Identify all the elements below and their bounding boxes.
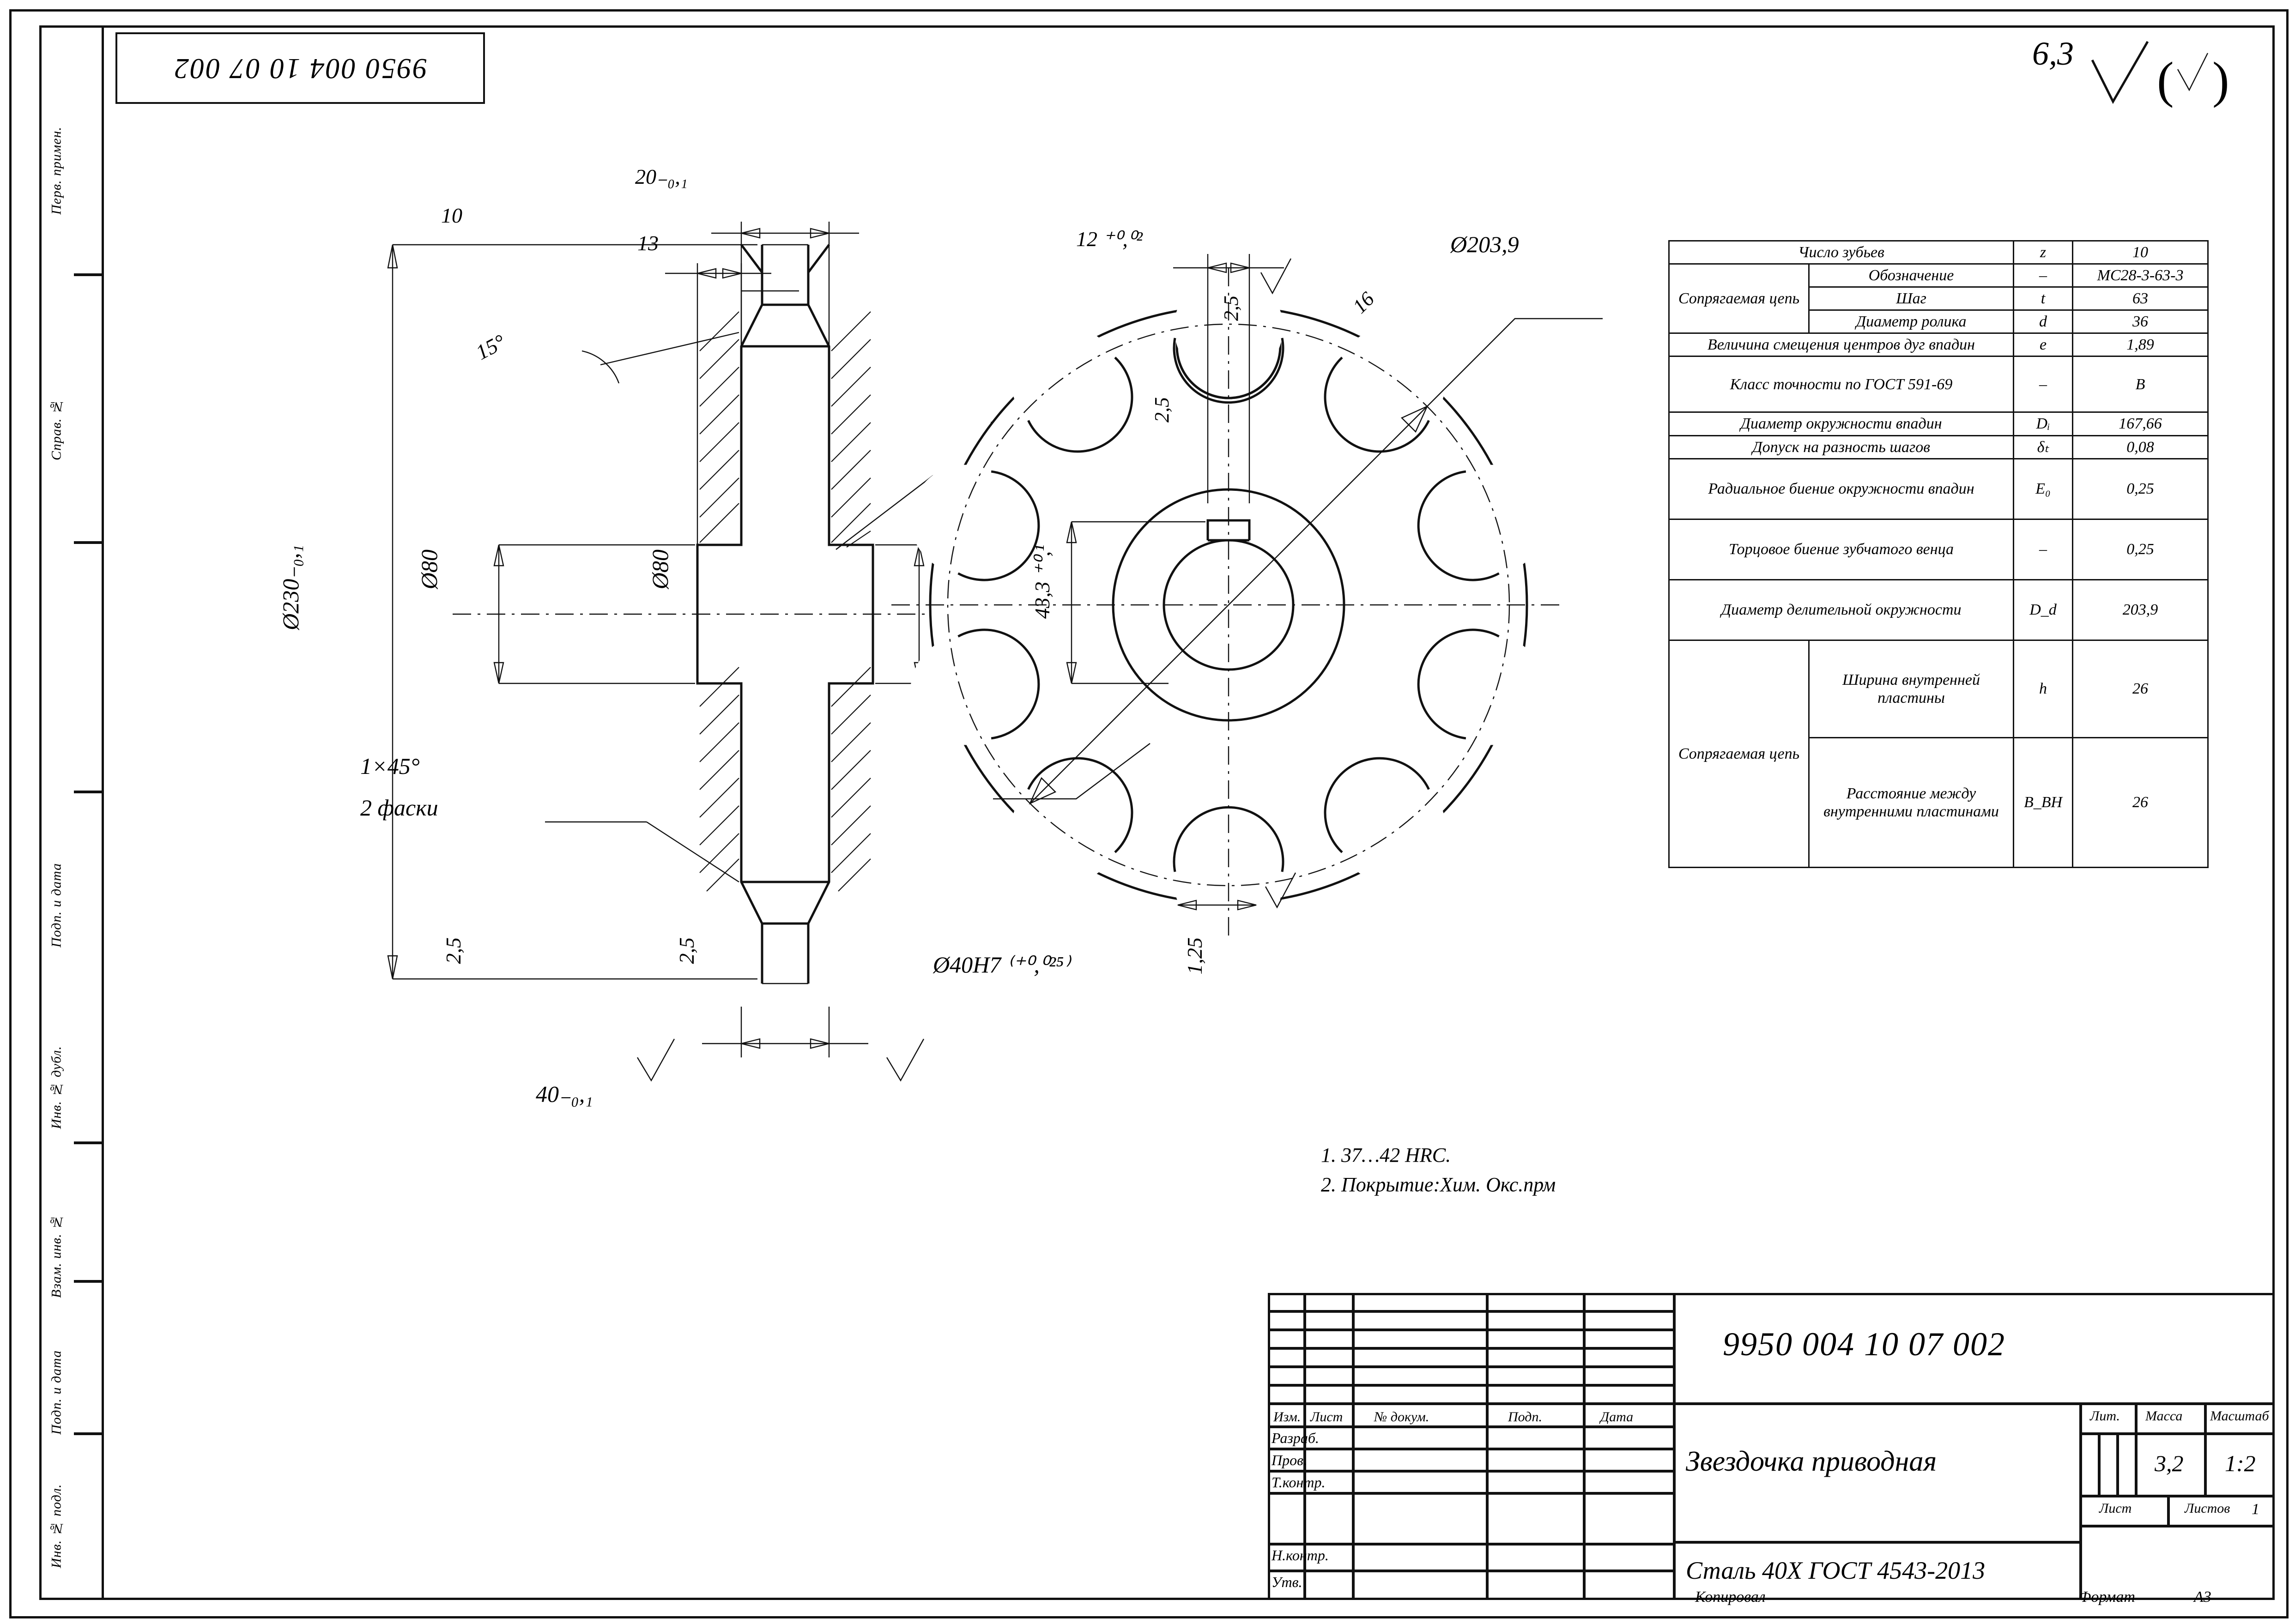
svg-text:(: (	[2157, 52, 2174, 108]
col-label-doc: № докум.	[1374, 1409, 1429, 1425]
margin-label-sprav-no: Справ. №	[48, 398, 64, 461]
margin-box-5	[74, 1143, 104, 1281]
footer-format-value: А3	[2194, 1588, 2211, 1606]
param-group-chain-top: Сопрягаемая цепь	[1669, 264, 1809, 333]
title-block	[1268, 1293, 2275, 1600]
sprocket-front-view-drawing	[854, 199, 1603, 1044]
param-symbol: z	[2014, 241, 2073, 264]
margin-box-4	[74, 792, 104, 1143]
param-value: 36	[2073, 310, 2208, 333]
designation-box	[115, 32, 485, 104]
param-symbol: δₜ	[2014, 435, 2073, 459]
col-label-list: Лист	[1310, 1409, 1343, 1425]
dim-bore-40h7: Ø40H7 ⁽⁺⁰,⁰²⁵⁾	[933, 952, 1070, 978]
param-name: Класс точности по ГОСТ 591-69	[1669, 356, 2014, 412]
title-block-designation: 9950 004 10 07 002	[1723, 1326, 2005, 1363]
param-symbol: D_d	[2014, 580, 2073, 640]
dim-chamfer-note: 2 фаски	[360, 795, 438, 821]
param-value: 0,25	[2073, 459, 2208, 519]
param-value: MC28-3-63-3	[2073, 264, 2208, 287]
dim-thickness-40: 40₋₀,₁	[536, 1081, 593, 1107]
role-label-tkontr: Т.контр.	[1272, 1474, 1326, 1491]
technical-requirements	[1321, 1141, 1556, 1200]
table-row	[1669, 640, 2208, 737]
param-symbol: e	[2014, 333, 2073, 356]
param-value: 167,66	[2073, 412, 2208, 435]
lit-cell-b	[2099, 1434, 2118, 1496]
param-symbol: –	[2014, 519, 2073, 580]
dim-d230: Ø230₋₀,₁	[278, 545, 303, 630]
param-name: Диаметр окружности впадин	[1669, 412, 2014, 435]
dim-d80-right: Ø80	[647, 549, 673, 590]
parameter-table	[1668, 240, 2209, 868]
table-row	[1669, 435, 2208, 459]
param-value: 26	[2073, 640, 2208, 737]
margin-box-6	[74, 1281, 104, 1434]
param-symbol: t	[2014, 287, 2073, 310]
dim-chamfer-1x45: 1×45°	[360, 753, 420, 779]
table-row	[1669, 333, 2208, 356]
param-group-chain-bottom: Сопрягаемая цепь	[1669, 640, 1809, 867]
note-line-1: 1. 37…42 HRC.	[1321, 1144, 1451, 1166]
param-name: Торцовое биение зубчатого венца	[1669, 519, 2014, 580]
roughness-25-key: 2,5	[1220, 296, 1242, 321]
param-value: 0,25	[2073, 519, 2208, 580]
scale-label: Масштаб	[2210, 1408, 2269, 1424]
footer-format-label: Формат	[2078, 1588, 2135, 1606]
role-label-nkontr: Н.контр.	[1272, 1547, 1329, 1564]
svg-text:): )	[2212, 52, 2229, 108]
table-row	[1669, 412, 2208, 435]
param-value: В	[2073, 356, 2208, 412]
margin-label-perv-primen: Перв. примен.	[48, 127, 64, 215]
param-name: Допуск на разность шагов	[1669, 435, 2014, 459]
surface-finish-symbol	[2023, 32, 2245, 139]
param-value: 1,89	[2073, 333, 2208, 356]
rev-col-podp	[1487, 1293, 1584, 1600]
roughness-25-right: 2,5	[675, 937, 698, 964]
rev-col-doc	[1353, 1293, 1487, 1600]
table-row	[1669, 459, 2208, 519]
param-name: Диаметр делительной окружности	[1669, 580, 2014, 640]
param-symbol: Dᵢ	[2014, 412, 2073, 435]
footer-copied-label: Копировал	[1695, 1588, 1766, 1606]
dim-keyway-12: 12 ⁺⁰,⁰²	[1076, 227, 1143, 251]
param-value: 63	[2073, 287, 2208, 310]
margin-label-inv-podl: Инв. № подл.	[48, 1484, 64, 1569]
roughness-125: 1,25	[1183, 937, 1206, 975]
param-name: Обозначение	[1809, 264, 2014, 287]
param-name: Диаметр ролика	[1809, 310, 2014, 333]
roughness-25-tooth: 2,5	[1151, 397, 1173, 423]
margin-box-1	[74, 25, 104, 275]
param-name: Число зубьев	[1669, 241, 2014, 264]
sheets-label: Листов	[2185, 1501, 2230, 1516]
title-block-part-name: Звездочка приводная	[1686, 1446, 1937, 1477]
lit-cell-a	[2081, 1434, 2099, 1496]
sheets-value: 1	[2252, 1501, 2259, 1518]
margin-box-2	[74, 275, 104, 543]
param-name: Радиальное биение окружности впадин	[1669, 459, 2014, 519]
param-value: 0,08	[2073, 435, 2208, 459]
margin-box-3	[74, 543, 104, 792]
param-name: Величина смещения центров дуг впадин	[1669, 333, 2014, 356]
dim-width-20: 20₋₀,₁	[635, 165, 688, 188]
param-value: 26	[2073, 737, 2208, 867]
title-block-material: Сталь 40Х ГОСТ 4543-2013	[1686, 1557, 1986, 1584]
table-row	[1669, 241, 2208, 264]
sheet-label: Лист	[2099, 1501, 2132, 1516]
param-symbol: B_BH	[2014, 737, 2073, 867]
table-row	[1669, 264, 2208, 287]
role-label-prov: Пров.	[1272, 1452, 1307, 1468]
col-label-izm: Изм.	[1273, 1409, 1301, 1425]
dim-keyway-depth: 43,3 ⁺⁰,¹	[1030, 545, 1054, 619]
mass-label: Масса	[2145, 1408, 2183, 1424]
param-symbol: –	[2014, 356, 2073, 412]
param-name: Шаг	[1809, 287, 2014, 310]
param-symbol: d	[2014, 310, 2073, 333]
table-row	[1669, 356, 2208, 412]
margin-box-7	[74, 1434, 104, 1600]
param-symbol: –	[2014, 264, 2073, 287]
roughness-25-left: 2,5	[442, 937, 465, 964]
margin-label-inv-dubl: Инв. № дубл.	[48, 1045, 64, 1129]
param-symbol: E₀	[2014, 459, 2073, 519]
dim-pitch-diameter: Ø203,9	[1450, 231, 1519, 257]
table-row	[1669, 519, 2208, 580]
dim-width-13: 13	[637, 231, 659, 255]
dim-width-10: 10	[441, 204, 462, 227]
lit-label: Лит.	[2090, 1408, 2120, 1424]
table-row	[1669, 580, 2208, 640]
dim-angle-15: 15°	[472, 329, 509, 365]
note-line-2: 2. Покрытие:Хим. Окс.прм	[1321, 1173, 1556, 1196]
param-symbol: h	[2014, 640, 2073, 737]
dim-d80-left: Ø80	[416, 549, 442, 590]
param-value: 203,9	[2073, 580, 2208, 640]
col-label-data: Дата	[1600, 1409, 1634, 1425]
roughness-16: 16	[1348, 287, 1379, 318]
rev-col-data	[1584, 1293, 1674, 1600]
param-name: Ширина внутренней пластины	[1809, 640, 2014, 737]
lit-cell-c	[2118, 1434, 2136, 1496]
param-value: 10	[2073, 241, 2208, 264]
param-name: Расстояние между внутренними пластинами	[1809, 737, 2014, 867]
margin-label-podp-data-1: Подп. и дата	[48, 863, 64, 948]
mass-value: 3,2	[2155, 1450, 2184, 1476]
scale-value: 1:2	[2225, 1450, 2256, 1476]
margin-label-vzam-inv: Взам. инв. №	[48, 1213, 64, 1298]
margin-label-podp-data-2: Подп. и дата	[48, 1350, 64, 1435]
role-label-utv: Утв.	[1272, 1574, 1302, 1590]
role-label-razrab: Разраб.	[1272, 1430, 1319, 1446]
col-label-podp: Подп.	[1508, 1409, 1542, 1425]
svg-text:6,3: 6,3	[2032, 35, 2074, 72]
designation-box-text: 9950 004 10 07 002	[173, 53, 427, 84]
